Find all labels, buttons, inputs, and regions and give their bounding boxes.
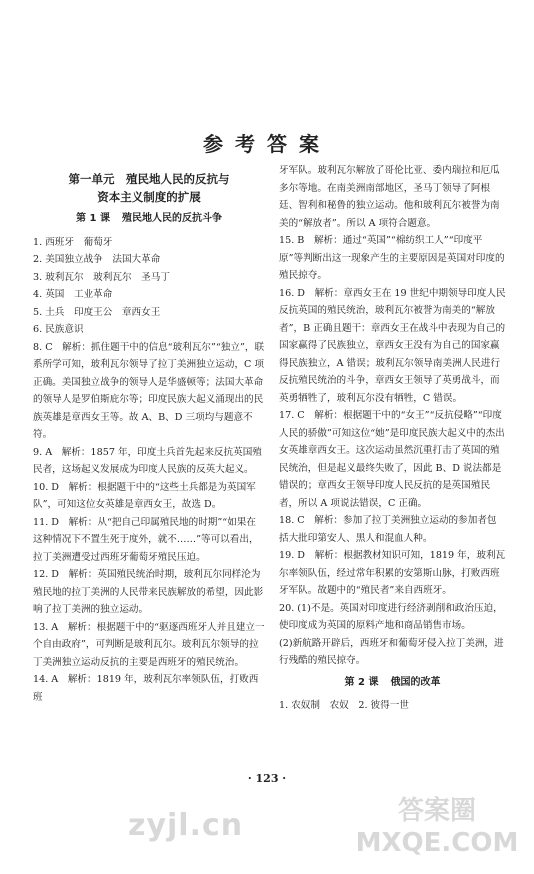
answer-item: 18. C 解析：参加了拉丁美洲独立运动的参加者包括大批印第安人、黑人和混血人种。	[279, 515, 497, 544]
left-column	[33, 170, 265, 706]
answer-item: 2. 美国独立战争 法国大革命	[33, 254, 161, 265]
lesson-2-name: 俄国的改革	[390, 676, 441, 688]
unit-title-line-1: 第一单元 殖民地人民的反抗与	[68, 172, 230, 186]
watermark-right-line-1: 答案圈	[397, 796, 476, 826]
answer-item: 8. C 解析：抓住题干中的信息“玻利瓦尔”“独立”，联系所学可知，玻利瓦尔领导了拉丁美洲独立运动，C 项正确。美国独立战争的领导人是华盛顿等；法国大革命的领导人是罗伯斯庇尔等；印度民族大起义涌现出的民族英雄是章西女王等。故 A、B、D 三项均与题意不符。	[33, 341, 265, 440]
watermark-left: zyjl.cn	[128, 808, 244, 843]
answer-item: 16. D 解析：章西女王在 19 世纪中期领导印度人民反抗英国的殖民统治，玻利瓦尔被誉为南美的“解放者”，B 正确且题干：章西女王在战斗中表现为自己的国家赢得了民族独立，章西女王没有为自己的国家赢得民族独立，A 错误；玻利瓦尔领导南美洲人民进行反抗殖民统治的斗争，章西女王领导了英勇战斗，而英勇牺牲了，玻利瓦尔没有牺牲，C 错误。	[279, 287, 506, 404]
right-column	[279, 162, 506, 715]
unit-title	[33, 170, 265, 206]
answer-item: 15. B 解析：通过“英国”“棉纺织工人”“印度平原”等判断出这一现象产生的主要原因是英国对印度的殖民掠夺。	[279, 235, 505, 281]
answer-item: 5. 土兵 印度王公 章西女王	[33, 306, 161, 318]
watermark-right	[352, 795, 522, 859]
answer-item: (2)新航路开辟后，西班牙和葡萄牙侵入拉丁美洲，进行残酷的殖民掠夺。	[279, 637, 504, 666]
answer-item: 3. 玻利瓦尔 玻利瓦尔 圣马丁	[33, 271, 170, 283]
unit-title-line-2: 资本主义制度的扩展	[97, 190, 201, 204]
answer-item: 1. 农奴制 农奴 2. 彼得一世	[279, 700, 409, 711]
answer-item: 9. A 解析：1857 年，印度土兵首先起来反抗英国殖民者，这场起义发展成为印度人民族的反英大起义。	[33, 446, 262, 475]
answer-item: 13. A 解析：根据题干中的“驱逐西班牙人并且建立一个自由政府”，可判断是玻利瓦尔。玻利瓦尔领导的拉丁美洲独立运动反抗的主要是西班牙的殖民统治。	[33, 621, 265, 668]
answer-item: 4. 英国 工业革命	[33, 289, 113, 300]
answer-item: 12. D 解析：英国殖民统治时期，玻利瓦尔同样沦为殖民地的拉丁美洲的人民带来民族解放的希望，因此影响了拉丁美洲的独立运动。	[33, 569, 264, 615]
watermark-right-line-2: MXQE.COM	[355, 828, 519, 858]
lesson-2-number: 第 2 课	[344, 676, 379, 688]
lesson-2-title	[279, 674, 506, 692]
lesson-1-name: 殖民地人民的反抗斗争	[121, 213, 222, 224]
answer-item: 17. C 解析：根据题干中的“女王”“反抗侵略”“印度人民的骄傲”可知这位“她”是印度民族大起义中的杰出女英雄章西女王。这次运动虽然沉重打击了英国的殖民统治，但是起义最终失败了，因此 B、D 说法都是错误的；章西女王领导印度人民反抗的是英国殖民者，所以 A 项说法错误，C 正确。	[279, 410, 505, 509]
lesson-1-title	[33, 210, 265, 228]
answer-item: 14. A 解析：1819 年，玻利瓦尔率领队伍，打败西班	[33, 674, 259, 703]
page-title: 参考答案	[203, 132, 331, 156]
answer-item: 6. 民族意识	[33, 324, 84, 335]
answer-item: 11. D 解析：从“把自己印属殖民地的时期”“如果在这种情况下不置生死于度外，就不……”等可以看出，拉丁美洲遭受过西班牙葡萄牙殖民压迫。	[33, 516, 259, 563]
lesson-1-number: 第 1 课	[76, 213, 110, 224]
answer-item: 20. (1)不是。英国对印度进行经济剥削和政治压迫，使印度成为英国的原料产地和商品销售市场。	[279, 602, 503, 631]
answer-item: 牙军队。玻利瓦尔解放了哥伦比亚、委内瑞拉和厄瓜多尔等地。在南美洲南部地区，圣马丁领导了阿根廷、智利和秘鲁的独立运动。他和玻利瓦尔被誉为南美的“解放者”。所以 A 项符合题意。	[279, 165, 500, 229]
page-number: · 123 ·	[247, 772, 287, 785]
answer-item: 10. D 解析：根据题干中的“这些土兵都是为英国军队”，可知这位女英雄是章西女王，故选 D。	[33, 481, 256, 510]
answer-item: 19. D 解析：根据教材知识可知，1819 年，玻利瓦尔率领队伍，经过常年积累的安第斯山脉，打败西班牙军队。故题中的“殖民者”来自西班牙。	[279, 550, 506, 596]
answer-item: 1. 西班牙 葡萄牙	[33, 236, 113, 248]
